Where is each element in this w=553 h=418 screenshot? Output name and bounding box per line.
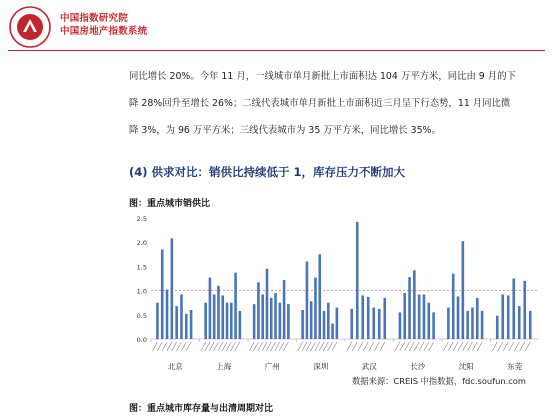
x-tick-stub <box>226 342 231 351</box>
bar <box>457 296 460 339</box>
bar <box>239 311 242 339</box>
x-tick-stub <box>253 342 258 351</box>
x-tick-stub <box>258 342 263 351</box>
bar <box>274 293 277 339</box>
x-tick-stub <box>319 342 324 351</box>
bar <box>209 278 212 339</box>
y-tick-label: 2.5 <box>136 215 147 223</box>
bar <box>356 222 359 339</box>
bar <box>350 309 353 339</box>
x-tick-stub <box>283 342 288 351</box>
bar <box>230 303 233 339</box>
x-tick-stub <box>266 342 271 351</box>
city-label: 深圳 <box>313 362 329 371</box>
x-tick-stub <box>503 342 508 351</box>
city-label: 上海 <box>216 362 232 371</box>
bar <box>418 294 421 339</box>
bar <box>314 278 317 339</box>
bar <box>180 294 183 339</box>
x-tick-stub <box>400 342 405 351</box>
bar <box>471 308 474 339</box>
bar <box>403 293 406 339</box>
bar <box>462 241 465 339</box>
paragraph-line: 同比增长 20%。今年 11 月，一线城市单月新批上市面积达 104 万平方米，同比由 9 月的下 <box>129 71 516 82</box>
x-tick-stub <box>409 342 414 351</box>
x-tick-stub <box>152 342 157 351</box>
x-tick-stub <box>157 342 162 351</box>
y-tick-label: 0.5 <box>136 311 147 320</box>
city-label: 武汉 <box>361 362 377 371</box>
y-tick-label: 1.0 <box>136 287 147 296</box>
institute-name: 中国指数研究院 <box>60 13 128 24</box>
x-tick-stub <box>443 342 448 351</box>
x-tick-stub <box>176 342 181 351</box>
bar <box>413 270 416 339</box>
x-tick-stub <box>167 342 172 351</box>
bar <box>266 269 269 339</box>
x-tick-stub <box>222 342 227 351</box>
system-name: 中国房地产指数系统 <box>60 26 148 37</box>
x-tick-stub <box>448 342 453 351</box>
x-tick-stub <box>453 342 458 351</box>
bar <box>331 324 334 339</box>
x-tick-stub <box>235 342 240 351</box>
bar <box>226 303 229 339</box>
bar <box>476 298 479 339</box>
bar <box>481 311 484 339</box>
bar <box>378 309 381 339</box>
bar <box>372 308 375 339</box>
body-paragraph <box>129 63 547 144</box>
x-tick-stub <box>509 342 514 351</box>
x-tick-stub <box>429 342 434 351</box>
x-tick-stub <box>209 342 214 351</box>
section-heading: (4) 供求对比：销供比持续低于 1，库存压力不断加大 <box>129 165 406 179</box>
y-tick-label: 1.5 <box>136 263 147 272</box>
x-tick-stub <box>315 342 320 351</box>
x-tick-stub <box>472 342 477 351</box>
x-tick-stub <box>374 342 379 351</box>
bar <box>432 312 435 339</box>
x-tick-stub <box>279 342 284 351</box>
bar <box>512 279 515 340</box>
bar <box>185 314 188 339</box>
bar <box>383 298 386 339</box>
x-tick-stub <box>477 342 482 351</box>
x-tick-stub <box>520 342 525 351</box>
city-label: 沈阳 <box>458 362 474 371</box>
bar <box>161 249 164 339</box>
bar <box>234 273 237 339</box>
city-label: 北京 <box>167 362 183 371</box>
x-tick-stub <box>492 342 497 351</box>
bar <box>501 294 504 339</box>
x-tick-stub <box>249 342 254 351</box>
x-tick-stub <box>419 342 424 351</box>
bar <box>283 280 286 339</box>
bar <box>261 294 264 339</box>
bar <box>287 304 290 339</box>
bar <box>427 303 430 339</box>
header-divider <box>8 50 545 51</box>
bar <box>452 274 455 339</box>
x-tick-stub <box>380 342 385 351</box>
bar <box>310 301 313 339</box>
x-tick-stub <box>358 342 363 351</box>
x-tick-stub <box>352 342 357 351</box>
paragraph-line: 降 3%，为 96 万平方米；三线代表城市为 35 万平方米，同比增长 35%。 <box>129 125 441 136</box>
bar <box>204 303 207 339</box>
bar <box>221 295 224 339</box>
x-tick-stub <box>369 342 374 351</box>
x-tick-stub <box>347 342 352 351</box>
x-tick-stub <box>302 342 307 351</box>
x-tick-stub <box>414 342 419 351</box>
bar <box>399 312 402 339</box>
bar <box>423 294 426 339</box>
bar <box>217 286 220 339</box>
bar <box>518 306 521 339</box>
x-tick-stub <box>405 342 410 351</box>
bar <box>336 308 339 339</box>
x-tick-stub <box>525 342 530 351</box>
x-tick-stub <box>205 342 210 351</box>
x-tick-stub <box>467 342 472 351</box>
x-tick-stub <box>186 342 191 351</box>
bar <box>190 310 193 339</box>
bar <box>367 297 370 339</box>
x-tick-stub <box>181 342 186 351</box>
x-tick-stub <box>424 342 429 351</box>
x-tick-stub <box>213 342 218 351</box>
x-tick-stub <box>275 342 280 351</box>
bar <box>323 311 326 339</box>
bar <box>270 298 273 339</box>
x-tick-stub <box>328 342 333 351</box>
x-tick-stub <box>262 342 267 351</box>
x-tick-stub <box>498 342 503 351</box>
bar <box>523 281 526 339</box>
x-tick-stub <box>458 342 463 351</box>
x-tick-stub <box>306 342 311 351</box>
city-label: 广州 <box>264 362 280 371</box>
x-tick-stub <box>332 342 337 351</box>
x-tick-stub <box>271 342 276 351</box>
city-label: 东莞 <box>507 362 523 371</box>
bar <box>166 290 169 339</box>
x-tick-stub <box>310 342 315 351</box>
x-tick-stub <box>298 342 303 351</box>
x-tick-stub <box>323 342 328 351</box>
bar <box>327 303 330 339</box>
figure-caption: 图：重点城市销供比 <box>129 199 211 209</box>
sales-supply-ratio-chart <box>129 212 547 388</box>
bar <box>301 310 304 339</box>
bar <box>213 294 216 339</box>
chart-svg <box>129 212 547 388</box>
bar <box>171 238 174 339</box>
bar <box>507 295 510 339</box>
x-tick-stub <box>395 342 400 351</box>
x-tick-stub <box>463 342 468 351</box>
bar <box>156 303 159 339</box>
bar <box>279 303 282 339</box>
bar <box>175 306 178 339</box>
bar <box>306 262 309 339</box>
paragraph-line: 降 28%回升至增长 26%；二线代表城市单月新批上市面积近三月呈下行态势，11 月同比微 <box>129 98 511 109</box>
bar <box>318 254 321 339</box>
bar <box>529 311 532 339</box>
bar <box>361 295 364 339</box>
bar <box>408 277 411 339</box>
bar <box>466 311 469 339</box>
bar <box>257 282 260 339</box>
x-tick-stub <box>172 342 177 351</box>
figure-caption-2: 图：重点城市库存量与出清周期对比 <box>129 404 274 414</box>
academy-logo <box>8 5 52 49</box>
bar <box>253 304 256 339</box>
y-tick-label: 0.0 <box>136 336 147 344</box>
x-tick-stub <box>162 342 167 351</box>
x-tick-stub <box>218 342 223 351</box>
data-source: 数据来源：CREIS 中指数据，fdc.soufun.com <box>352 376 526 386</box>
x-tick-stub <box>363 342 368 351</box>
bar <box>496 316 499 339</box>
x-tick-stub <box>514 342 519 351</box>
city-label: 长沙 <box>410 362 426 371</box>
x-tick-stub <box>201 342 206 351</box>
bar <box>447 308 450 339</box>
y-tick-label: 2.0 <box>136 239 147 248</box>
x-tick-stub <box>231 342 236 351</box>
